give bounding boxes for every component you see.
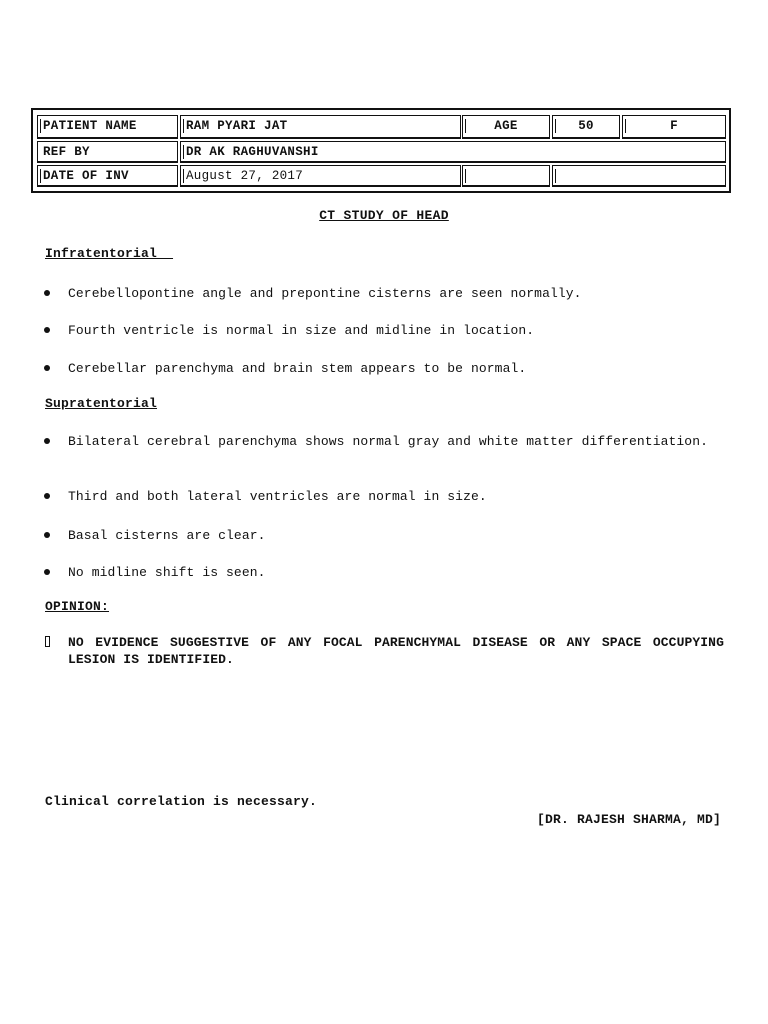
cell-divider [40,169,41,183]
bullet-icon [44,327,50,333]
list-item-text: Cerebellar parenchyma and brain stem appears to be normal. [68,361,527,376]
ref-by-value: DR AK RAGHUVANSHI [180,141,726,163]
bullet-icon [44,532,50,538]
list-item [44,488,724,505]
cell-divider [40,119,41,133]
list-item-text: No midline shift is seen. [68,565,266,580]
bullet-icon [44,438,50,444]
list-item-text: Fourth ventricle is normal in size and midline in location. [68,323,535,338]
list-item [44,527,724,544]
list-item [44,285,724,302]
cell-divider [625,119,626,133]
cell-divider [183,119,184,133]
bullet-icon [44,290,50,296]
date-value: August 27, 2017 [180,165,461,187]
cell-divider [555,169,556,183]
supratentorial-heading: Supratentorial [45,396,158,411]
clinical-note: Clinical correlation is necessary. [45,794,318,809]
cell-divider [555,119,556,133]
cell-divider [183,145,184,159]
list-item-text: Bilateral cerebral parenchyma shows normal gray and white matter differentiation. [68,434,709,449]
bullet-icon [44,493,50,499]
empty-cell [552,165,726,187]
bullet-icon [44,365,50,371]
list-item [44,433,724,450]
cell-divider [183,169,184,183]
list-item-text: Basal cisterns are clear. [68,528,266,543]
patient-info-table [31,108,731,193]
list-item-text: Third and both lateral ventricles are normal in size. [68,489,487,504]
doctor-signature: [DR. RAJESH SHARMA, MD] [536,812,721,827]
list-item-text: Cerebellopontine angle and prepontine cisterns are seen normally. [68,286,582,301]
ref-by-label: REF BY [37,141,178,163]
sex-value: F [622,115,726,139]
cell-divider [465,169,466,183]
cell-divider [465,119,466,133]
checkbox-glyph-icon [45,636,50,647]
opinion-text: NO EVIDENCE SUGGESTIVE OF ANY FOCAL PARENCHYMAL DISEASE OR ANY SPACE OCCUPYING LESION IS IDENTIFIED. [68,635,724,667]
date-label: DATE OF INV [37,165,178,187]
patient-name-label: PATIENT NAME [37,115,178,139]
report-title: CT STUDY OF HEAD [319,208,449,223]
opinion-item [44,634,724,668]
list-item [44,360,724,377]
infratentorial-heading: Infratentorial [45,246,174,261]
patient-name-value: RAM PYARI JAT [180,115,461,139]
list-item [44,564,724,581]
bullet-icon [44,569,50,575]
list-item [44,322,724,339]
age-value: 50 [552,115,620,139]
age-label: AGE [462,115,550,139]
empty-cell [462,165,550,187]
opinion-heading: OPINION: [45,599,110,614]
